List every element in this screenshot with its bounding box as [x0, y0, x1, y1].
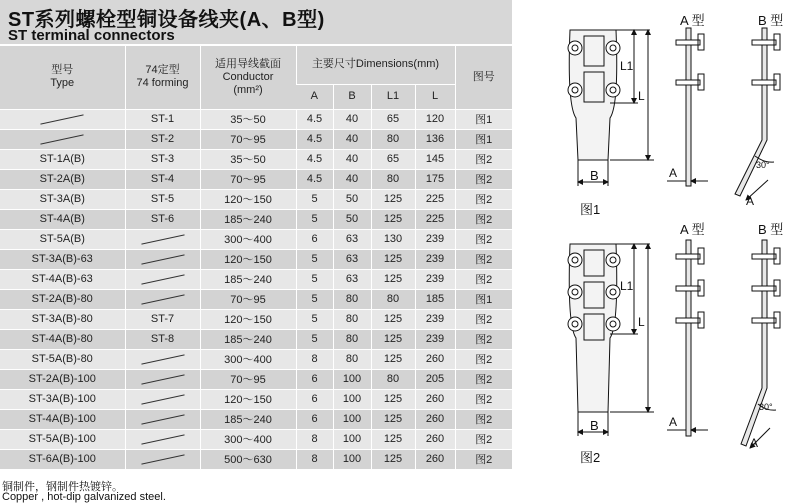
table-row	[0, 409, 512, 429]
figure-2-side-a	[667, 240, 708, 436]
header-figure: 图号	[455, 46, 512, 109]
cell-type: ST-4A(B)	[0, 209, 125, 229]
header-dimensions: 主要尺寸Dimensions(mm)	[296, 46, 455, 84]
cell-dim-l1: 125	[371, 309, 415, 329]
cell-conductor: 300～400	[200, 229, 296, 249]
cell-dim-l1: 125	[371, 189, 415, 209]
slash-mark	[41, 114, 84, 124]
cell-figure: 图1	[455, 289, 512, 309]
cell-figure: 图2	[455, 329, 512, 349]
fig1-dim-l-label: L	[638, 89, 645, 103]
cell-dim-a: 5	[296, 209, 333, 229]
cell-dim-l1: 125	[371, 249, 415, 269]
cell-forming: ST-5	[125, 189, 200, 209]
cell-dim-l1: 125	[371, 329, 415, 349]
cell-conductor: 35～50	[200, 109, 296, 129]
slash-mark	[141, 354, 184, 364]
cell-forming: ST-8	[125, 329, 200, 349]
spec-table	[0, 46, 512, 470]
cell-type: ST-3A(B)-80	[0, 309, 125, 329]
cell-dim-l1: 125	[371, 349, 415, 369]
fig1-type-a-label: A 型	[680, 13, 705, 28]
cell-dim-a: 8	[296, 449, 333, 469]
cell-dim-l: 260	[415, 349, 455, 369]
fig2-type-b-label: B 型	[758, 222, 784, 237]
cell-figure: 图1	[455, 129, 512, 149]
cell-dim-l1: 125	[371, 269, 415, 289]
cell-dim-b: 100	[333, 369, 371, 389]
cell-conductor: 70～95	[200, 169, 296, 189]
cell-conductor: 185～240	[200, 409, 296, 429]
header-forming: 74定型 74 forming	[125, 46, 200, 109]
cell-conductor: 300～400	[200, 429, 296, 449]
fig2-dim-l1-label: L1	[620, 279, 634, 293]
slash-mark	[141, 434, 184, 444]
header-conductor: 适用导线截面 Conductor (mm²)	[200, 46, 296, 109]
cell-dim-a: 6	[296, 389, 333, 409]
cell-figure: 图2	[455, 269, 512, 289]
cell-type: ST-5A(B)	[0, 229, 125, 249]
cell-type: ST-4A(B)-80	[0, 329, 125, 349]
cell-empty-slash	[125, 389, 200, 409]
cell-dim-b: 100	[333, 389, 371, 409]
cell-type: ST-2A(B)-80	[0, 289, 125, 309]
cell-dim-l1: 80	[371, 169, 415, 189]
cell-type: ST-5A(B)-100	[0, 429, 125, 449]
cell-dim-l: 239	[415, 329, 455, 349]
cell-conductor: 120～150	[200, 249, 296, 269]
table-row	[0, 149, 512, 169]
cell-dim-b: 80	[333, 309, 371, 329]
slash-mark	[141, 374, 184, 384]
table-row	[0, 209, 512, 229]
header-type: 型号 Type	[0, 46, 125, 109]
cell-dim-l: 260	[415, 389, 455, 409]
cell-dim-l: 260	[415, 429, 455, 449]
footnote-en: Copper , hot-dip galvanized steel.	[2, 491, 166, 503]
cell-empty-slash	[125, 429, 200, 449]
cell-figure: 图2	[455, 249, 512, 269]
figure-1-label: 图1	[580, 202, 601, 217]
table-row	[0, 129, 512, 149]
header-dim-l: L	[415, 84, 455, 109]
slash-mark	[141, 414, 184, 424]
fig1-side-dim-a-label: A	[669, 166, 678, 180]
fig1-dim-l1-label: L1	[620, 59, 634, 73]
cell-empty-slash	[125, 269, 200, 289]
slash-mark	[141, 254, 184, 264]
cell-dim-l: 239	[415, 309, 455, 329]
slash-mark	[141, 234, 184, 244]
fig2-angle-label: 30°	[759, 402, 773, 412]
cell-dim-a: 6	[296, 229, 333, 249]
cell-type: ST-5A(B)-80	[0, 349, 125, 369]
cell-dim-b: 80	[333, 289, 371, 309]
fig2-side-dim-a-label: A	[669, 415, 678, 429]
cell-dim-l: 239	[415, 269, 455, 289]
cell-dim-a: 4.5	[296, 149, 333, 169]
cell-figure: 图1	[455, 109, 512, 129]
cell-figure: 图2	[455, 429, 512, 449]
cell-dim-b: 63	[333, 269, 371, 289]
cell-type: ST-3A(B)-100	[0, 389, 125, 409]
cell-figure: 图2	[455, 149, 512, 169]
fig2-dim-l-label: L	[638, 315, 645, 329]
cell-dim-l1: 125	[371, 429, 415, 449]
cell-dim-b: 100	[333, 449, 371, 469]
cell-dim-l1: 80	[371, 289, 415, 309]
cell-dim-a: 8	[296, 429, 333, 449]
cell-figure: 图2	[455, 409, 512, 429]
cell-dim-l1: 125	[371, 209, 415, 229]
table-row	[0, 269, 512, 289]
cell-dim-l: 225	[415, 189, 455, 209]
cell-forming: ST-2	[125, 129, 200, 149]
cell-dim-l: 205	[415, 369, 455, 389]
table-row	[0, 329, 512, 349]
header-band	[0, 0, 512, 44]
fig2-type-a-label: A 型	[680, 222, 705, 237]
table-row	[0, 369, 512, 389]
cell-dim-l: 239	[415, 249, 455, 269]
figure-1-side-b	[735, 28, 780, 200]
figure-1-front-view	[568, 30, 654, 186]
cell-dim-l: 136	[415, 129, 455, 149]
fig1-type-b-label: B 型	[758, 13, 784, 28]
cell-conductor: 35～50	[200, 149, 296, 169]
header-dim-b: B	[333, 84, 371, 109]
cell-dim-b: 100	[333, 429, 371, 449]
cell-forming: ST-1	[125, 109, 200, 129]
cell-conductor: 185～240	[200, 329, 296, 349]
fig1-angle-label: 30°	[756, 160, 770, 170]
cell-type: ST-4A(B)-63	[0, 269, 125, 289]
cell-dim-a: 4.5	[296, 109, 333, 129]
table-row	[0, 349, 512, 369]
cell-figure: 图2	[455, 169, 512, 189]
figure-2-label: 图2	[580, 450, 601, 465]
cell-dim-l: 175	[415, 169, 455, 189]
header-dim-a: A	[296, 84, 333, 109]
slash-mark	[41, 134, 84, 144]
table-row	[0, 169, 512, 189]
cell-dim-a: 5	[296, 189, 333, 209]
cell-dim-b: 40	[333, 109, 371, 129]
cell-conductor: 70～95	[200, 289, 296, 309]
fig2-side-b-dim-a-label: A	[750, 436, 759, 450]
cell-dim-l: 239	[415, 229, 455, 249]
footnote-cn: 铜制件，钢制件热镀锌。	[2, 481, 123, 493]
cell-conductor: 70～95	[200, 369, 296, 389]
table-row	[0, 249, 512, 269]
slash-mark	[141, 294, 184, 304]
table-row	[0, 189, 512, 209]
cell-dim-b: 80	[333, 329, 371, 349]
cell-figure: 图2	[455, 229, 512, 249]
fig1-side-b-dim-a-label: A	[746, 194, 755, 208]
cell-dim-a: 4.5	[296, 169, 333, 189]
cell-dim-l1: 130	[371, 229, 415, 249]
cell-dim-l: 145	[415, 149, 455, 169]
cell-empty-slash	[125, 289, 200, 309]
figure-2-side-b	[741, 240, 780, 448]
cell-dim-b: 80	[333, 349, 371, 369]
cell-dim-l1: 80	[371, 129, 415, 149]
cell-empty-slash	[125, 349, 200, 369]
cell-dim-a: 5	[296, 249, 333, 269]
cell-dim-l1: 65	[371, 149, 415, 169]
cell-dim-b: 63	[333, 249, 371, 269]
cell-dim-b: 40	[333, 149, 371, 169]
cell-conductor: 120～150	[200, 389, 296, 409]
cell-figure: 图2	[455, 369, 512, 389]
cell-dim-l1: 65	[371, 109, 415, 129]
fig1-dim-b-label: B	[590, 168, 599, 183]
cell-dim-a: 4.5	[296, 129, 333, 149]
cell-forming: ST-3	[125, 149, 200, 169]
cell-empty-slash	[125, 369, 200, 389]
cell-dim-b: 50	[333, 189, 371, 209]
cell-figure: 图2	[455, 349, 512, 369]
cell-dim-b: 100	[333, 409, 371, 429]
table-row	[0, 309, 512, 329]
cell-type: ST-1A(B)	[0, 149, 125, 169]
cell-dim-a: 5	[296, 289, 333, 309]
slash-mark	[141, 454, 184, 464]
header-dim-l1: L1	[371, 84, 415, 109]
cell-dim-a: 6	[296, 409, 333, 429]
slash-mark	[141, 394, 184, 404]
cell-type: ST-2A(B)	[0, 169, 125, 189]
cell-dim-l: 260	[415, 409, 455, 429]
cell-empty-slash	[0, 109, 125, 129]
technical-drawings	[512, 0, 800, 504]
cell-dim-l: 120	[415, 109, 455, 129]
table-row	[0, 289, 512, 309]
cell-conductor: 300～400	[200, 349, 296, 369]
table-row	[0, 449, 512, 469]
cell-dim-l: 260	[415, 449, 455, 469]
cell-dim-a: 5	[296, 309, 333, 329]
slash-mark	[141, 274, 184, 284]
cell-dim-b: 50	[333, 209, 371, 229]
cell-figure: 图2	[455, 309, 512, 329]
cell-dim-a: 5	[296, 329, 333, 349]
cell-dim-b: 40	[333, 169, 371, 189]
cell-type: ST-2A(B)-100	[0, 369, 125, 389]
cell-dim-a: 8	[296, 349, 333, 369]
cell-conductor: 120～150	[200, 309, 296, 329]
cell-empty-slash	[125, 249, 200, 269]
cell-dim-a: 6	[296, 369, 333, 389]
cell-empty-slash	[0, 129, 125, 149]
cell-figure: 图2	[455, 189, 512, 209]
cell-type: ST-3A(B)	[0, 189, 125, 209]
table-row	[0, 389, 512, 409]
table-row	[0, 229, 512, 249]
cell-dim-l1: 125	[371, 389, 415, 409]
cell-dim-l1: 125	[371, 449, 415, 469]
cell-dim-l: 225	[415, 209, 455, 229]
cell-empty-slash	[125, 229, 200, 249]
page-title: ST系列螺栓型铜设备线夹(A、B型)	[8, 9, 325, 31]
cell-figure: 图2	[455, 389, 512, 409]
cell-dim-l1: 80	[371, 369, 415, 389]
cell-dim-b: 40	[333, 129, 371, 149]
cell-dim-b: 63	[333, 229, 371, 249]
fig2-dim-b-label: B	[590, 418, 599, 433]
table-row	[0, 429, 512, 449]
table-row	[0, 109, 512, 129]
cell-conductor: 185～240	[200, 209, 296, 229]
cell-forming: ST-6	[125, 209, 200, 229]
cell-forming: ST-4	[125, 169, 200, 189]
cell-figure: 图2	[455, 209, 512, 229]
cell-dim-l1: 125	[371, 409, 415, 429]
page-subtitle: ST terminal connectors	[8, 27, 175, 44]
cell-empty-slash	[125, 449, 200, 469]
figure-2-front-view	[568, 244, 654, 436]
cell-forming: ST-7	[125, 309, 200, 329]
cell-figure: 图2	[455, 449, 512, 469]
cell-conductor: 120～150	[200, 189, 296, 209]
cell-conductor: 500～630	[200, 449, 296, 469]
cell-dim-a: 5	[296, 269, 333, 289]
cell-conductor: 70～95	[200, 129, 296, 149]
cell-type: ST-3A(B)-63	[0, 249, 125, 269]
figure-1-side-a	[667, 28, 708, 186]
cell-conductor: 185～240	[200, 269, 296, 289]
cell-empty-slash	[125, 409, 200, 429]
cell-type: ST-6A(B)-100	[0, 449, 125, 469]
cell-type: ST-4A(B)-100	[0, 409, 125, 429]
cell-dim-l: 185	[415, 289, 455, 309]
